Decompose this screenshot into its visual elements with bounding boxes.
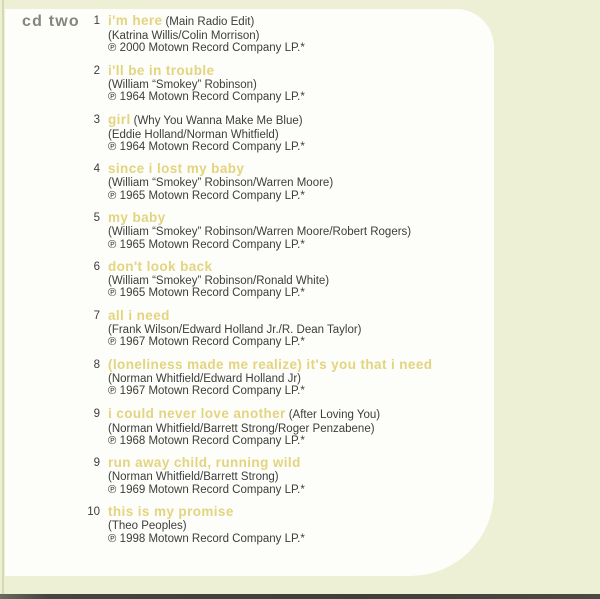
track-number: 1 — [93, 15, 100, 27]
track-title: all i need — [108, 307, 170, 323]
track-pline: ℗ 2000 Motown Record Company LP.* — [108, 42, 305, 55]
track-info — [108, 13, 494, 55]
booklet-page — [5, 9, 494, 576]
track-title-line — [108, 308, 494, 324]
track-title-line — [108, 161, 494, 177]
track-title: i could never love another — [108, 405, 286, 421]
track-item — [5, 504, 494, 545]
track-info — [108, 308, 494, 349]
track-title: run away child, running wild — [108, 455, 301, 471]
track-pline: ℗ 1965 Motown Record Company LP.* — [108, 238, 305, 251]
track-title: since i lost my baby — [108, 161, 245, 177]
track-title-note: (Main Radio Edit) — [165, 16, 255, 28]
track-pline: ℗ 1965 Motown Record Company LP.* — [108, 287, 305, 300]
track-pline: ℗ 1967 Motown Record Company LP.* — [108, 385, 305, 398]
track-number: 2 — [93, 64, 100, 77]
track-item — [5, 406, 494, 448]
track-writers: (Norman Whitfield/Barrett Strong) — [108, 471, 279, 484]
track-info — [108, 112, 494, 154]
track-writers: (Katrina Willis/Colin Morrison) — [108, 30, 260, 42]
track-title: this is my promise — [108, 504, 234, 520]
track-info — [108, 63, 494, 104]
track-title: (loneliness made me realize) it's you that i need — [108, 356, 433, 372]
track-title-line — [108, 112, 494, 129]
track-item — [5, 455, 494, 496]
track-pline: ℗ 1998 Motown Record Company LP.* — [108, 532, 305, 545]
track-pline: ℗ 1967 Motown Record Company LP.* — [108, 336, 305, 349]
track-info — [108, 210, 494, 251]
track-number: 9 — [93, 407, 100, 420]
track-writers: (Frank Wilson/Edward Holland Jr./R. Dean Taylor) — [108, 323, 362, 336]
track-title-line — [108, 455, 494, 471]
track-item — [5, 112, 494, 154]
track-pline: ℗ 1969 Motown Record Company LP.* — [108, 483, 305, 496]
track-title-line — [108, 63, 494, 79]
track-title: i'll be in trouble — [108, 62, 215, 78]
track-title-note: (After Loving You) — [288, 408, 381, 421]
track-pline: ℗ 1964 Motown Record Company LP.* — [108, 141, 305, 154]
track-writers: (William “Smokey” Robinson/Ronald White) — [108, 275, 330, 288]
track-number: 8 — [93, 358, 100, 371]
track-item — [5, 308, 494, 349]
track-item — [5, 210, 494, 251]
track-writers: (Eddie Holland/Norman Whitfield) — [108, 128, 279, 141]
track-pline: ℗ 1965 Motown Record Company LP.* — [108, 189, 305, 202]
track-info — [108, 455, 494, 496]
track-info — [108, 504, 494, 545]
track-writers: (William “Smokey” Robinson/Warren Moore) — [108, 177, 334, 190]
track-number: 9 — [93, 457, 100, 470]
track-item — [5, 63, 494, 104]
track-title-line — [108, 357, 494, 373]
page-title: cd two — [22, 13, 80, 30]
track-writers: (Norman Whitfield/Edward Holland Jr) — [108, 372, 302, 385]
track-info — [108, 357, 494, 398]
track-title-line — [108, 504, 494, 520]
track-info — [108, 406, 494, 448]
track-info — [108, 259, 494, 300]
track-list — [5, 13, 494, 553]
track-number: 5 — [93, 212, 100, 225]
track-number: 7 — [93, 309, 100, 322]
track-title: don't look back — [108, 259, 213, 275]
left-edge-strip — [2, 0, 4, 599]
track-title-line — [108, 406, 494, 423]
track-writers: (William “Smokey” Robinson) — [108, 78, 257, 91]
track-item — [5, 13, 494, 55]
scan-bottom-shadow — [0, 594, 600, 599]
track-item — [5, 357, 494, 398]
track-writers: (Theo Peoples) — [108, 520, 187, 533]
track-title-line — [108, 13, 494, 30]
track-number: 4 — [93, 163, 100, 176]
track-pline: ℗ 1968 Motown Record Company LP.* — [108, 434, 305, 447]
track-title: my baby — [108, 210, 166, 226]
track-title-note: (Why You Wanna Make Me Blue) — [133, 114, 303, 127]
track-title-line — [108, 259, 494, 275]
track-title: i'm here — [108, 13, 163, 28]
track-number: 3 — [93, 113, 100, 126]
track-number: 10 — [87, 506, 100, 519]
track-writers: (Norman Whitfield/Barrett Strong/Roger Penzabene) — [108, 422, 375, 435]
track-item — [5, 161, 494, 202]
track-writers: (William “Smokey” Robinson/Warren Moore/Robert Rogers) — [108, 226, 412, 239]
track-title: girl — [108, 111, 131, 127]
track-title-line — [108, 210, 494, 226]
track-info — [108, 161, 494, 202]
track-pline: ℗ 1964 Motown Record Company LP.* — [108, 91, 305, 104]
track-number: 6 — [93, 261, 100, 274]
track-item — [5, 259, 494, 300]
